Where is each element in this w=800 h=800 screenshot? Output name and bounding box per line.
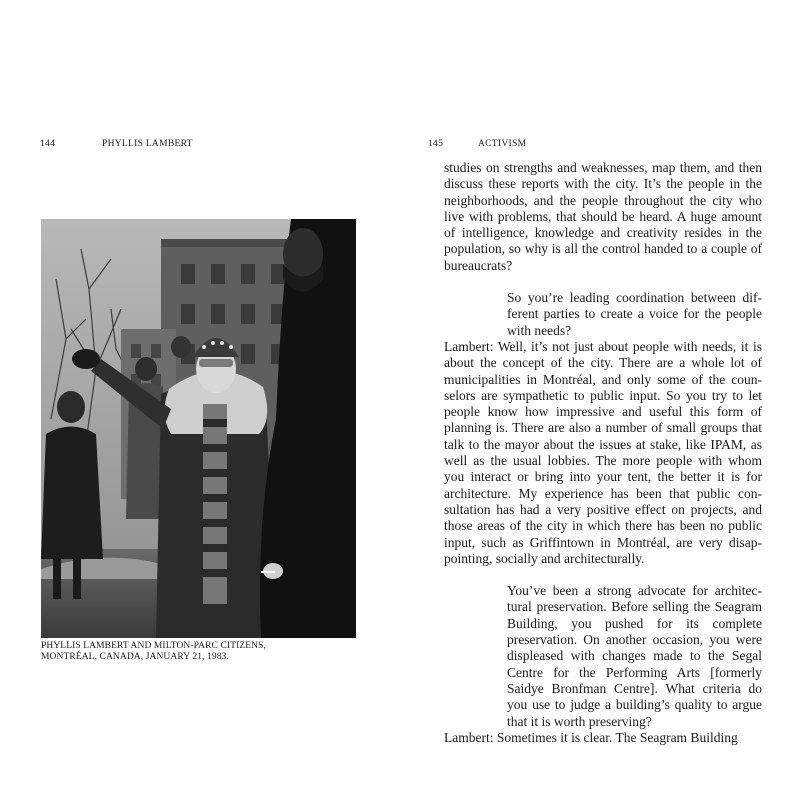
right-running-title: ACTIVISM [478,139,527,149]
interview-answer: Lambert: Well, it’s not just about people with needs, it is about the concept of the city. There are a whole lot of municipalities in Montréal, and only some of the counselors are sympathetic to public input. So you try to let people know how impressive and useful this form of planning is. There are also a number of small groups that talk to the mayor about the issues at stake, like IPAM, as well as the usual lobbies. The more people with whom you interact or bring into your tent, the better it is for architecture. My experience has been that public consultation has had a very positive effect on projects, and those areas of the city in which there has been no public input, such as Griffintown in Montréal, are very disappointing, socially and architecturally. [444,338,762,566]
caption-line: PHYLLIS LAMBERT AND MILTON-PARC CITIZENS, [41,641,266,651]
left-page-number: 144 [40,139,56,149]
photo-caption [41,641,361,663]
body-paragraph: studies on strengths and weaknesses, map them, and then discuss these reports with the city. It’s the people in the neighborhoods, and the people throughout the city who live with problems, that should be heard. A huge amount of intelligence, knowledge and creativity resides in the population, so why is all the control handed to a couple of bureaucrats? [444,160,762,273]
right-page-number: 145 [428,139,444,149]
interview-answer: Lambert: Sometimes it is clear. The Seagram Building [444,729,738,745]
interview-question: You’ve been a strong advocate for architectural preservation. Before selling the Seagram Building, you pushed for its complete preservation. On another occasion, you were displeased with changes made to the Segal Centre for the Performing Arts [formerly Saidye Bronfman Centre]. What criteria do you use to judge a building’s quality to argue that it is worth preserving? [507,583,762,729]
caption-line: MONTRÉAL, CANADA, JANUARY 21, 1983. [41,652,229,662]
street-protest-photograph [41,219,356,638]
left-running-title: PHYLLIS LAMBERT [102,139,193,149]
interview-question: So you’re leading coordination between different parties to create a voice for the people with needs? [507,290,762,338]
interview-text [444,160,762,746]
